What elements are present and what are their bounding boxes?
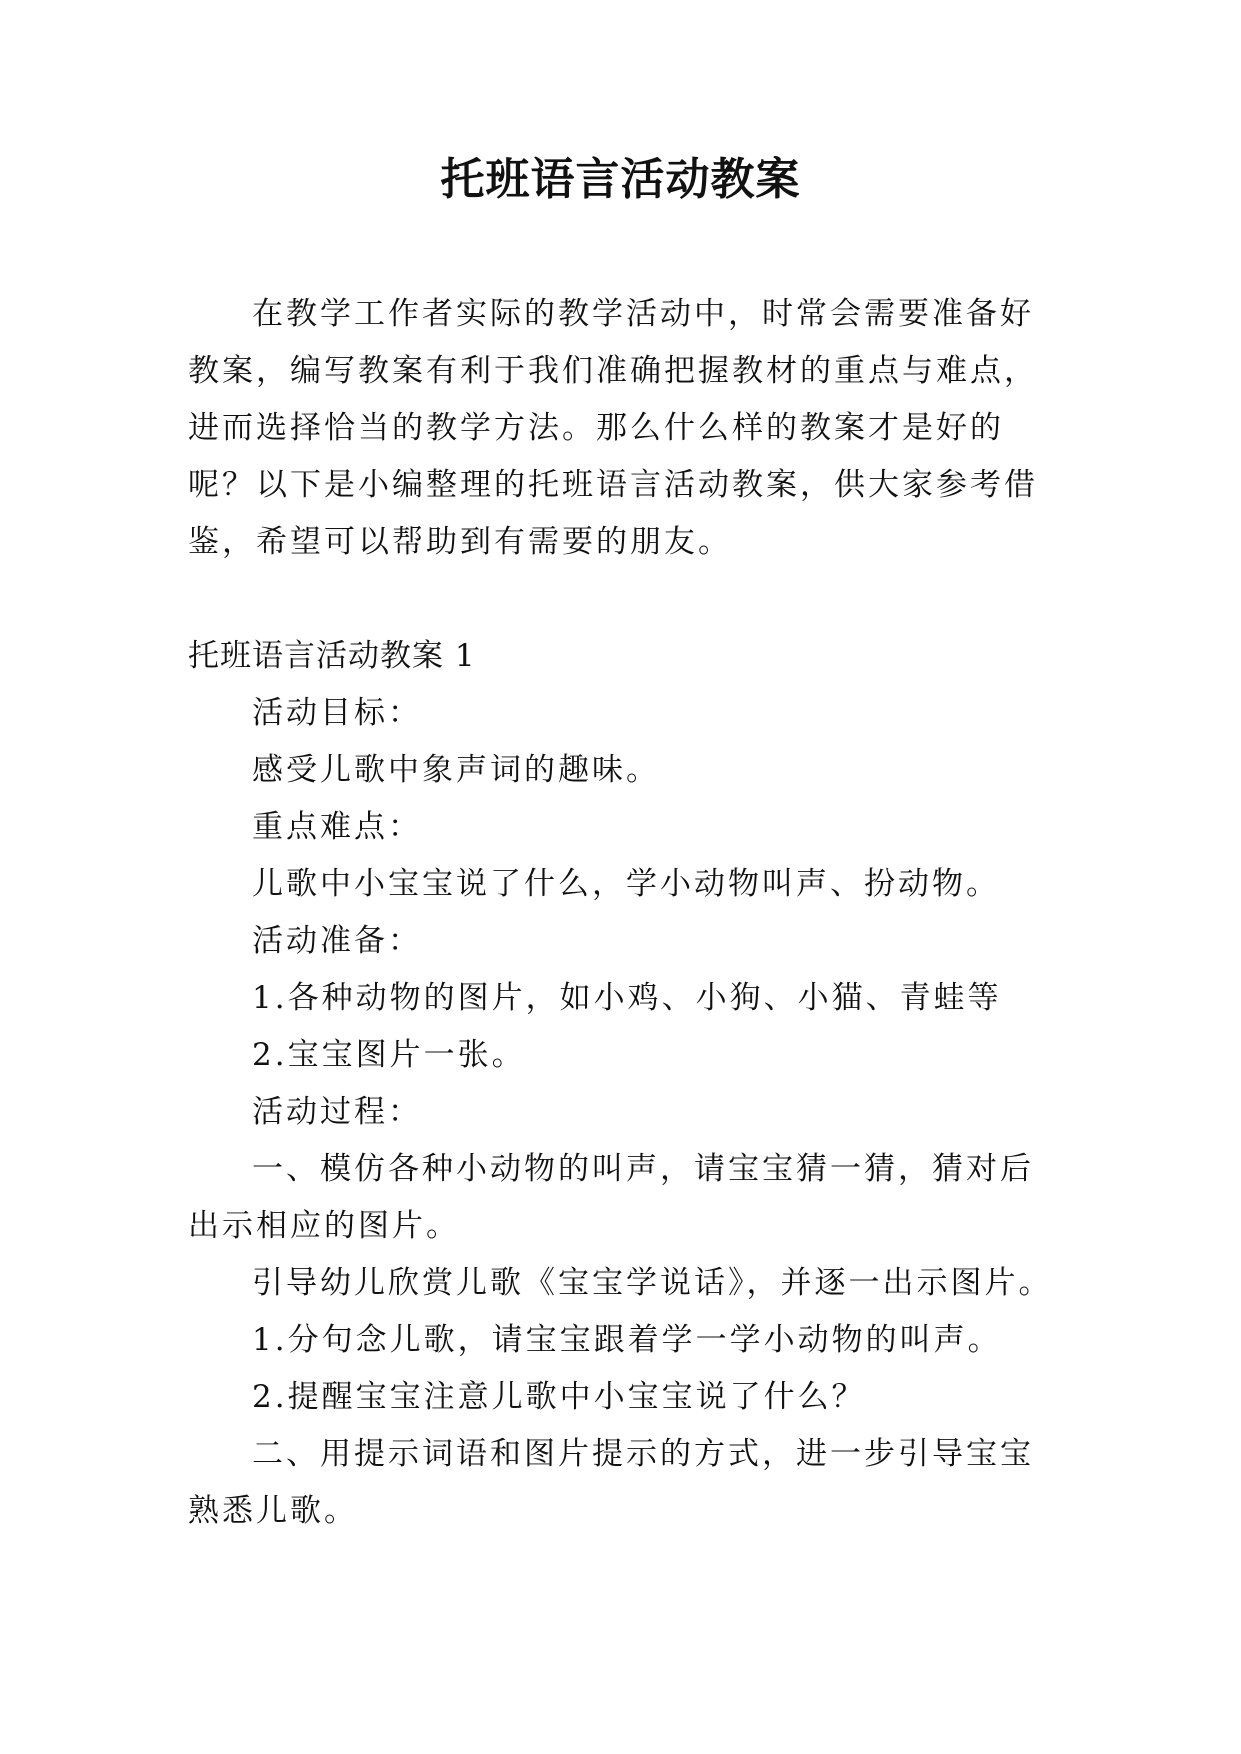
preparation-item-2: 2.宝宝图片一张。	[252, 1037, 526, 1073]
heading-key-difficulties: 重点难点：	[252, 809, 422, 845]
document-title: 托班语言活动教案	[440, 154, 801, 205]
activity-goal-text: 感受儿歌中象声词的趣味。	[252, 752, 660, 788]
process-step-2: 二、用提示词语和图片提示的方式，进一步引导宝宝熟悉儿歌。	[188, 1436, 1034, 1529]
heading-activity-goals: 活动目标：	[252, 695, 422, 731]
process-guide-text: 引导幼儿欣赏儿歌《宝宝学说话》，并逐一出示图片。	[252, 1265, 1053, 1301]
process-step-1: 一、模仿各种小动物的叫声，请宝宝猜一猜，猜对后出示相应的图片。	[188, 1151, 1034, 1244]
preparation-item-1: 1.各种动物的图片，如小鸡、小狗、小猫、青蛙等	[252, 980, 1002, 1016]
heading-activity-process: 活动过程：	[252, 1094, 422, 1130]
key-difficulties-text: 儿歌中小宝宝说了什么，学小动物叫声、扮动物。	[252, 866, 1000, 902]
process-substep-1: 1.分句念儿歌，请宝宝跟着学一学小动物的叫声。	[252, 1322, 1002, 1358]
heading-activity-preparation: 活动准备：	[252, 923, 422, 959]
process-substep-2: 2.提醒宝宝注意儿歌中小宝宝说了什么？	[252, 1379, 866, 1415]
intro-paragraph: 在教学工作者实际的教学活动中，时常会需要准备好教案，编写教案有利于我们准确把握教材的重点与难点，进而选择恰当的教学方法。那么什么样的教案才是好的呢？以下是小编整理的托班语言活动教案，供大家参考借鉴，希望可以帮助到有需要的朋友。	[188, 296, 1038, 560]
section-heading: 托班语言活动教案 1	[188, 638, 476, 674]
document-body	[188, 286, 1056, 1540]
